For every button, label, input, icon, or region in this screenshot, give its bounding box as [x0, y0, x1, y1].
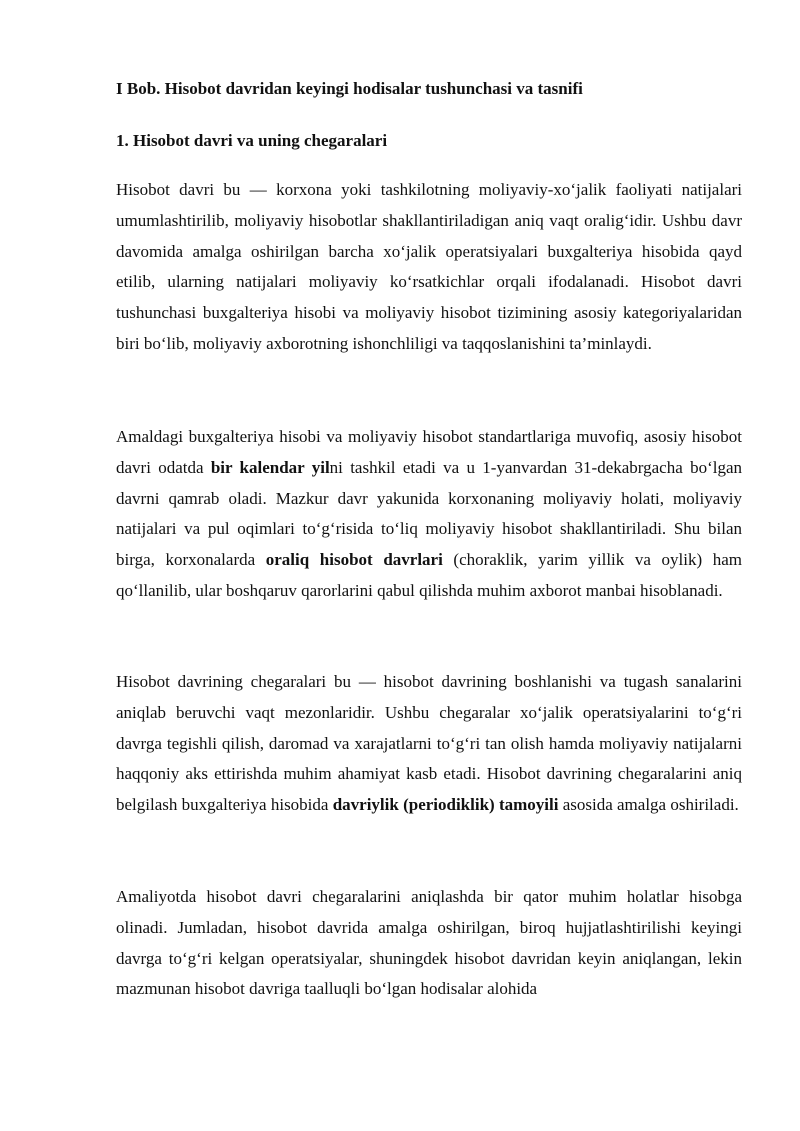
section-title: 1. Hisobot davri va uning chegaralari	[116, 131, 388, 150]
paragraph-2-text-a: Amaldagi buxgalteriya hisobi va moliyaviy hisobot standartlariga muvofiq, asosiy hisobot davri odatda	[116, 427, 742, 477]
paragraph-3-text-a: Hisobot davrining chegaralari bu — hisobot davrining boshlanishi va tugash sanalarini aniqlab beruvchi vaqt mezonlaridir. Ushbu chegaralar xo‘jalik operatsiyalarini to‘g‘ri davrga tegishli qilish, daromad va xarajatlarni to‘g‘ri tan olish hamda moliyaviy natijalarni haqqoniy aks ettirishda muhim ahamiyat kasb etadi. Hisobot davrining chegaralarini aniq belgilash buxgalteriya hisobida	[116, 672, 742, 815]
chapter-title: I Bob. Hisobot davridan keyingi hodisalar tushunchasi va tasnifi	[116, 79, 583, 98]
paragraph-4: Amaliyotda hisobot davri chegaralarini aniqlashda bir qator muhim holatlar hisobga olinadi. Jumladan, hisobot davrida amalga oshirilgan, biroq hujjatlashtirilishi keyingi davrga to‘g‘ri kelgan operatsiyalar, shuningdek hisobot davridan keyin aniqlangan, lekin mazmunan hisobot davriga taalluqli bo‘lgan hodisalar alohida	[116, 887, 742, 999]
paragraph-2-text-c: (choraklik, yarim yillik va oylik) ham qo‘llanilib, ular boshqaruv qarorlarini qabul qilishda muhim axborot manbai hisoblanadi.	[116, 550, 743, 600]
paragraph-2	[116, 422, 742, 607]
paragraph-3	[116, 667, 742, 821]
paragraph-2-bold-a: bir kalendar yil	[210, 457, 330, 477]
paragraph-2-text-b: ni tashkil etadi va u 1-yanvardan 31-dekabrgacha bo‘lgan davrni qamrab oladi. Mazkur davr yakunida korxonaning moliyaviy holati, moliyaviy natijalari va pul oqimlari to‘g‘risida to‘liq moliyaviy hisobot shakllantiriladi. Shu bilan birga, korxonalarda	[116, 457, 742, 570]
paragraph-3-bold: davriylik (periodiklik) tamoyili	[332, 795, 559, 815]
paragraph-2-bold-b: oraliq hisobot davrlari	[265, 550, 443, 570]
paragraph-3-text-b: asosida amalga oshiriladi.	[558, 795, 739, 815]
paragraph-1: Hisobot davri bu — korxona yoki tashkilotning moliyaviy-xo‘jalik faoliyati natijalari umumlashtirilib, moliyaviy hisobotlar shakllantiriladigan aniq vaqt oralig‘idir. Ushbu davr davomida amalga oshirilgan barcha xo‘jalik operatsiyalari buxgalteriya hisobida qayd etilib, ularning natijalari moliyaviy ko‘rsatkichlar orqali ifodalanadi. Hisobot davri tushunchasi buxgalteriya hisobi va moliyaviy hisobot tizimining asosiy kategoriyalaridan biri bo‘lib, moliyaviy axborotning ishonchliligi va taqqoslanishini ta’minlaydi.	[116, 180, 742, 353]
